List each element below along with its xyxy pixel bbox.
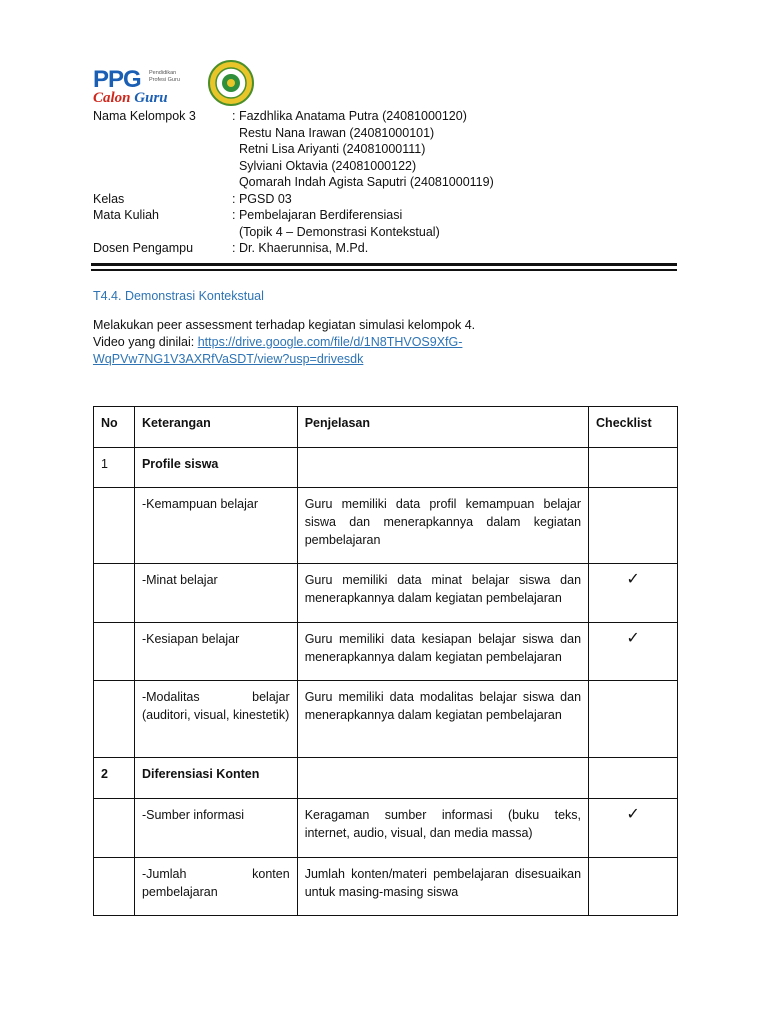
ppg-logo	[93, 60, 238, 106]
info-label: Nama Kelompok 3	[93, 109, 196, 123]
cell-no: 1	[94, 448, 135, 488]
table-row	[94, 488, 678, 564]
cell-keterangan: -Sumber informasi	[134, 799, 297, 858]
guru-text: Guru	[134, 90, 168, 106]
cell-keterangan: -Kesiapan belajar	[134, 623, 297, 681]
intro-text	[93, 317, 693, 368]
header-keterangan: Keterangan	[134, 407, 297, 448]
info-label: Mata Kuliah	[93, 208, 160, 222]
table-row	[94, 858, 678, 916]
intro-line: Melakukan peer assessment terhadap kegiatan simulasi kelompok 4.	[93, 318, 476, 332]
table-row	[94, 448, 678, 488]
cell-penjelasan	[297, 448, 588, 488]
cell-no	[94, 858, 135, 916]
table-row	[94, 564, 678, 623]
cell-keterangan: -Jumlah konten pembelajaran	[134, 858, 297, 916]
cell-checklist	[589, 681, 678, 758]
video-link-part2[interactable]: WqPVw7NG1V3AXRfVaSDT/view?usp=drivesdk	[93, 352, 364, 366]
info-value: : Dr. Khaerunnisa, M.Pd.	[232, 241, 369, 255]
table-row	[94, 799, 678, 858]
table-row	[94, 758, 678, 799]
cell-no: 2	[94, 758, 135, 799]
university-seal-icon	[208, 60, 254, 106]
cell-keterangan: Profile siswa	[134, 448, 297, 488]
cell-penjelasan	[297, 758, 588, 799]
ppg-subtitle: Pendidikan Profesi Guru	[149, 70, 180, 83]
cell-penjelasan: Keragaman sumber informasi (buku teks, internet, audio, visual, dan media massa)	[297, 799, 588, 858]
cell-penjelasan: Jumlah konten/materi pembelajaran disesuaikan untuk masing-masing siswa	[297, 858, 588, 916]
cell-checklist	[589, 448, 678, 488]
info-value: : Fazdhlika Anatama Putra (24081000120)	[232, 109, 467, 123]
divider-thick	[91, 263, 677, 266]
video-label: Video yang dinilai:	[93, 335, 198, 349]
cell-checklist	[589, 858, 678, 916]
header-checklist: Checklist	[589, 407, 678, 448]
table-header-row	[94, 407, 678, 448]
video-line	[93, 334, 693, 368]
cell-checklist: ✓	[589, 623, 678, 681]
info-value: : Pembelajaran Berdiferensiasi	[232, 208, 403, 222]
info-value: (Topik 4 – Demonstrasi Kontekstual)	[232, 224, 440, 239]
table-row	[94, 623, 678, 681]
cell-checklist	[589, 758, 678, 799]
info-value: : PGSD 03	[232, 191, 292, 206]
calon-text: Calon	[93, 90, 131, 106]
cell-penjelasan: Guru memiliki data kesiapan belajar siswa dan menerapkannya dalam kegiatan pembelajaran	[297, 623, 588, 681]
info-value: Sylviani Oktavia (24081000122)	[232, 158, 417, 173]
cell-keterangan: -Kemampuan belajar	[134, 488, 297, 564]
cell-no	[94, 488, 135, 564]
assessment-table	[93, 406, 678, 916]
cell-no	[94, 623, 135, 681]
cell-keterangan: -Minat belajar	[134, 564, 297, 623]
cell-penjelasan: Guru memiliki data profil kemampuan belajar siswa dan menerapkannya dalam kegiatan pembelajaran	[297, 488, 588, 564]
cell-checklist	[589, 488, 678, 564]
info-value: Restu Nana Irawan (24081000101)	[232, 125, 435, 140]
cell-penjelasan: Guru memiliki data modalitas belajar siswa dan menerapkannya dalam kegiatan pembelajaran	[297, 681, 588, 758]
cell-penjelasan: Guru memiliki data minat belajar siswa dan menerapkannya dalam kegiatan pembelajaran	[297, 564, 588, 623]
cell-checklist: ✓	[589, 799, 678, 858]
header-no: No	[94, 407, 135, 448]
cell-keterangan: -Modalitas belajar (auditori, visual, kinestetik)	[134, 681, 297, 758]
cell-checklist: ✓	[589, 564, 678, 623]
info-value: Qomarah Indah Agista Saputri (24081000119)	[232, 175, 494, 189]
divider-thin	[91, 269, 677, 271]
cell-keterangan: Diferensiasi Konten	[134, 758, 297, 799]
info-label: Dosen Pengampu	[93, 241, 194, 255]
info-label: Kelas	[93, 191, 125, 206]
header-penjelasan: Penjelasan	[297, 407, 588, 448]
info-value: Retni Lisa Ariyanti (24081000111)	[232, 142, 426, 156]
cell-no	[94, 681, 135, 758]
section-heading: T4.4. Demonstrasi Kontekstual	[93, 289, 264, 303]
cell-no	[94, 799, 135, 858]
ppg-wordmark: PPG	[93, 66, 141, 93]
cell-no	[94, 564, 135, 623]
calon-guru-wordmark	[93, 90, 168, 107]
table-row	[94, 681, 678, 758]
video-link-part1[interactable]: https://drive.google.com/file/d/1N8THVOS9XfG-	[197, 335, 463, 349]
